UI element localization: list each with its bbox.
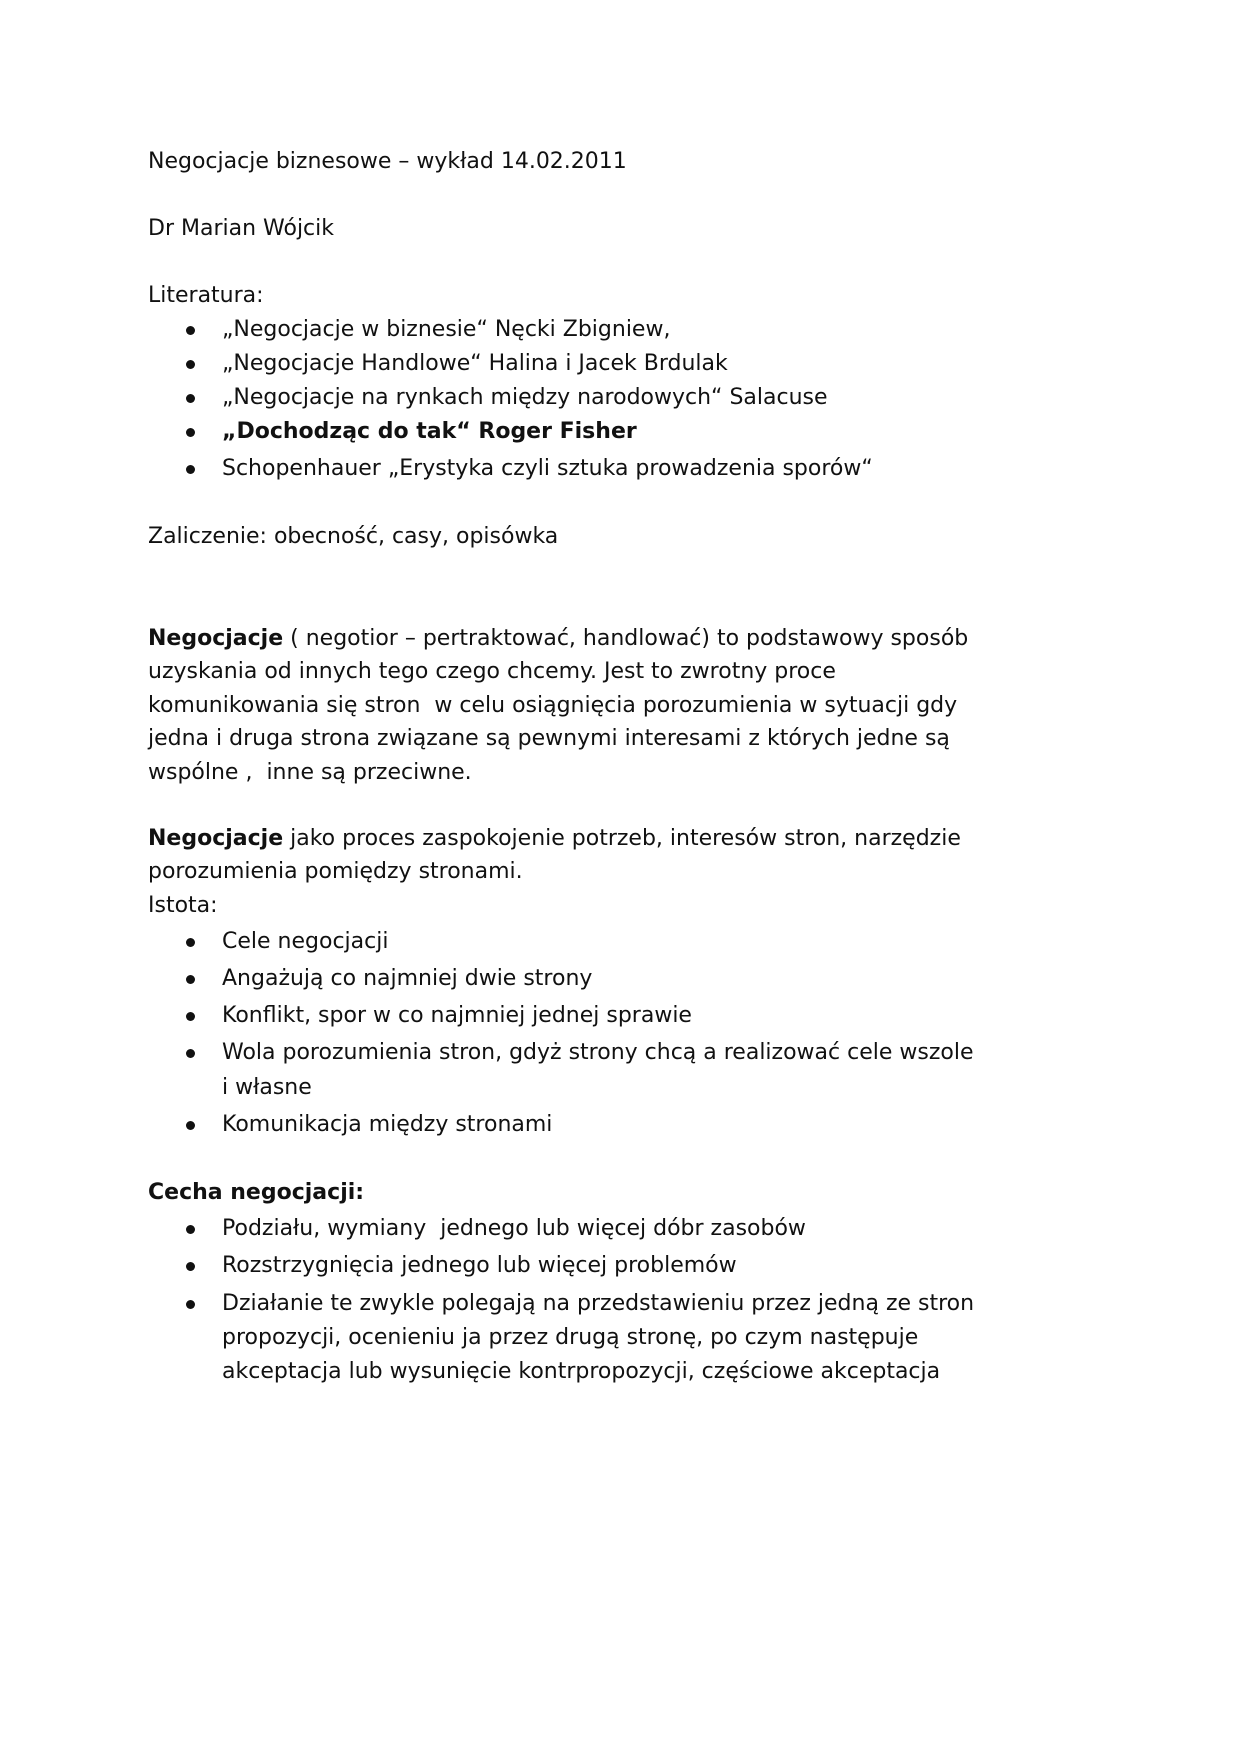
paragraph-line: porozumienia pomiędzy stronami. [148, 859, 523, 884]
list-item: Angażują co najmniej dwie strony [222, 966, 593, 991]
bullet-icon [186, 326, 195, 335]
term: Negocjacje [148, 826, 284, 851]
list-item: Konflikt, spor w co najmniej jednej sprawie [222, 1003, 692, 1028]
bullet-icon [186, 1225, 195, 1234]
term: Negocjacje [148, 626, 284, 651]
list-item: Działanie te zwykle polegają na przedstawieniu przez jedną ze stron [222, 1291, 975, 1316]
list-item: Podziału, wymiany jednego lub więcej dóbr zasobów [222, 1216, 806, 1241]
list-item: „Negocjacje Handlowe“ Halina i Jacek Brdulak [222, 351, 728, 376]
paragraph-line: jako proces zaspokojenie potrzeb, interesów stron, narzędzie [283, 826, 961, 851]
bullet-icon [186, 938, 195, 947]
list-item: „Negocjacje na rynkach między narodowych“ Salacuse [222, 385, 828, 410]
bullet-icon [186, 394, 195, 403]
paragraph-line: ( negotior – pertraktować, handlować) to podstawowy sposób [283, 626, 969, 651]
paragraph-line: uzyskania od innych tego czego chcemy. Jest to zwrotny proce [148, 659, 836, 684]
essence-label: Istota: [148, 893, 218, 918]
bullet-icon [186, 1300, 195, 1309]
author: Dr Marian Wójcik [148, 216, 335, 241]
bullet-icon [186, 1012, 195, 1021]
literature-label: Literatura: [148, 283, 264, 308]
bullet-icon [186, 1049, 195, 1058]
list-item: Cele negocjacji [222, 929, 389, 954]
list-item-continuation: propozycji, ocenieniu ja przez drugą stronę, po czym następuje [222, 1325, 919, 1350]
list-item: Schopenhauer „Erystyka czyli sztuka prowadzenia sporów“ [222, 456, 873, 481]
paragraph-line: jedna i druga strona związane są pewnymi interesami z których jedne są [148, 726, 950, 751]
list-item: Rozstrzygnięcia jednego lub więcej problemów [222, 1253, 737, 1278]
bullet-icon [186, 465, 195, 474]
list-item-continuation: i własne [222, 1075, 312, 1100]
document-title: Negocjacje biznesowe – wykład 14.02.2011 [148, 149, 627, 174]
bullet-icon [186, 1121, 195, 1130]
bullet-icon [186, 360, 195, 369]
grading-info: Zaliczenie: obecność, casy, opisówka [148, 524, 559, 549]
bullet-icon [186, 975, 195, 984]
paragraph-line: wspólne , inne są przeciwne. [148, 760, 472, 785]
list-item: Komunikacja między stronami [222, 1112, 553, 1137]
bullet-icon [186, 428, 195, 437]
list-item: Wola porozumienia stron, gdyż strony chcą a realizować cele wszole [222, 1040, 974, 1065]
list-item: „Negocjacje w biznesie“ Nęcki Zbigniew, [222, 317, 671, 342]
paragraph-line: komunikowania się stron w celu osiągnięcia porozumienia w sytuacji gdy [148, 693, 958, 718]
bullet-icon [186, 1262, 195, 1271]
features-heading: Cecha negocjacji: [148, 1180, 365, 1205]
list-item-continuation: akceptacja lub wysunięcie kontrpropozycji, częściowe akceptacja [222, 1359, 941, 1384]
list-item: „Dochodząc do tak“ Roger Fisher [222, 419, 637, 444]
